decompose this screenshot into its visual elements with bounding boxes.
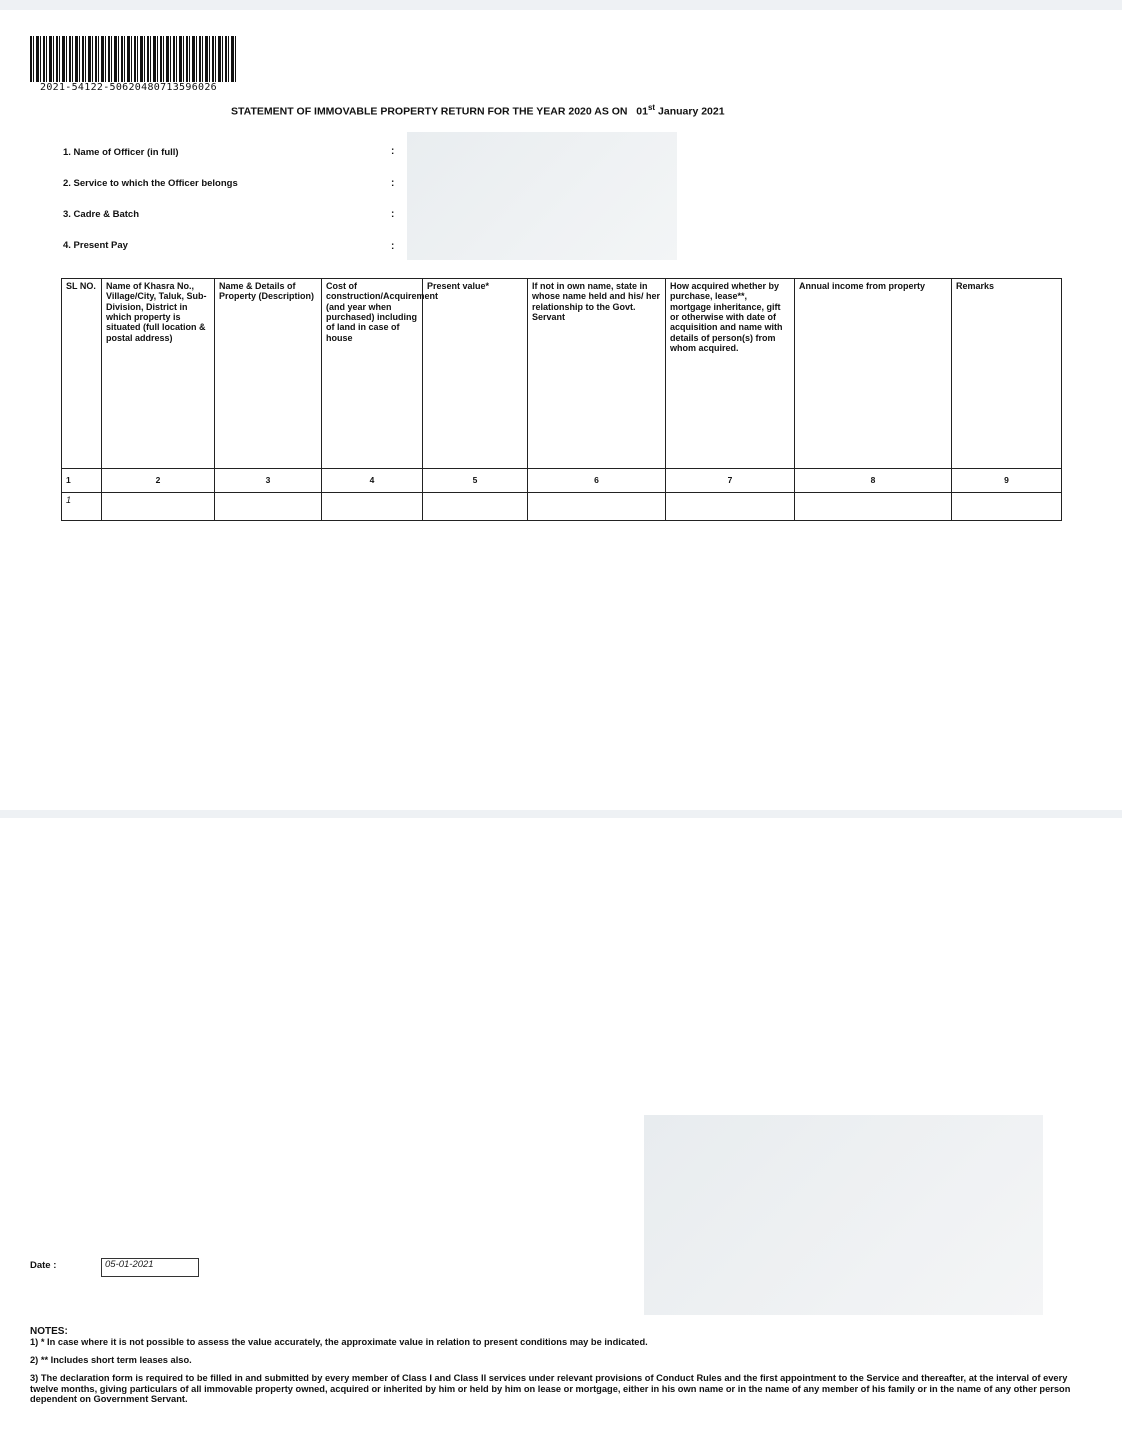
header-held-by: If not in own name, state in whose name held and his/ her relationship to the Govt. Servant: [528, 279, 666, 469]
header-remarks: Remarks: [952, 279, 1062, 469]
field-colon: :: [391, 241, 395, 252]
property-table: [61, 278, 1062, 521]
notes-heading: NOTES:: [30, 1326, 68, 1337]
field-service: 2. Service to which the Officer belongs: [63, 178, 238, 189]
title-day: 01: [636, 105, 648, 118]
table-cell[interactable]: [528, 493, 666, 521]
table-cell[interactable]: [102, 493, 215, 521]
column-number: 3: [215, 469, 322, 493]
field-cadre-batch: 3. Cadre & Batch: [63, 209, 140, 220]
barcode-image: [30, 36, 236, 82]
field-officer-name: 1. Name of Officer (in full): [63, 147, 179, 158]
title-text: STATEMENT OF IMMOVABLE PROPERTY RETURN FOR THE YEAR 2020 AS ON: [231, 105, 628, 118]
column-number: 6: [528, 469, 666, 493]
date-label: Date :: [30, 1260, 57, 1271]
column-number: 2: [102, 469, 215, 493]
top-margin: [0, 0, 1122, 10]
header-location: Name of Khasra No., Village/City, Taluk, Sub-Division, District in which property is situated (full location & postal address): [102, 279, 215, 469]
field-colon: :: [391, 209, 395, 220]
column-number: 8: [795, 469, 952, 493]
table-cell[interactable]: [322, 493, 423, 521]
column-number: 5: [423, 469, 528, 493]
header-how-acquired: How acquired whether by purchase, lease**, mortgage inheritance, gift or otherwise with date of acquisition and name with details of person(s) from whom acquired.: [666, 279, 795, 469]
note-item: 2) ** Includes short term leases also.: [30, 1355, 192, 1366]
table-cell[interactable]: 1: [62, 493, 102, 521]
table-cell[interactable]: [795, 493, 952, 521]
notes-section: [30, 1326, 1080, 1412]
title-date: January 2021: [658, 105, 725, 118]
field-present-pay: 4. Present Pay: [63, 240, 128, 251]
document-title: [231, 103, 725, 118]
field-colon: :: [391, 178, 395, 189]
page-break: [0, 810, 1122, 818]
header-present-value: Present value*: [423, 279, 528, 469]
table-cell[interactable]: [423, 493, 528, 521]
header-annual-income: Annual income from property: [795, 279, 952, 469]
column-number: 9: [952, 469, 1062, 493]
header-sl-no: SL NO.: [62, 279, 102, 469]
table-row: [62, 493, 1062, 521]
header-property-details: Name & Details of Property (Description): [215, 279, 322, 469]
redacted-signature-area: [644, 1115, 1043, 1315]
header-cost: Cost of construction/Acquirement (and year when purchased) including of land in case of house: [322, 279, 423, 469]
note-item: 1) * In case where it is not possible to assess the value accurately, the approximate value in relation to present conditions may be indicated.: [30, 1337, 648, 1347]
table-cell[interactable]: [666, 493, 795, 521]
date-field[interactable]: 05-01-2021: [101, 1258, 199, 1277]
note-item: 3) The declaration form is required to be filled in and submitted by every member of Class I and Class II services under relevant provisions of Conduct Rules and the first appointment to the Service and thereafter, at the interval of every twelve months, giving particulars of all immovable property owned, acquired or inherited by him or held by him on lease or mortgage, either in his own name or in the name of any member of his family or in the name of any other person dependent on Government Servant.: [30, 1373, 1071, 1404]
table-cell[interactable]: [952, 493, 1062, 521]
column-number: 7: [666, 469, 795, 493]
title-superscript: st: [647, 103, 656, 112]
column-number: 4: [322, 469, 423, 493]
table-header-row: [62, 279, 1062, 469]
barcode-number: 2021-54122-50620480713596026: [40, 82, 217, 93]
column-number-row: [62, 469, 1062, 493]
field-colon: :: [391, 146, 395, 157]
column-number: 1: [62, 469, 102, 493]
redacted-area: [407, 132, 677, 260]
table-cell[interactable]: [215, 493, 322, 521]
